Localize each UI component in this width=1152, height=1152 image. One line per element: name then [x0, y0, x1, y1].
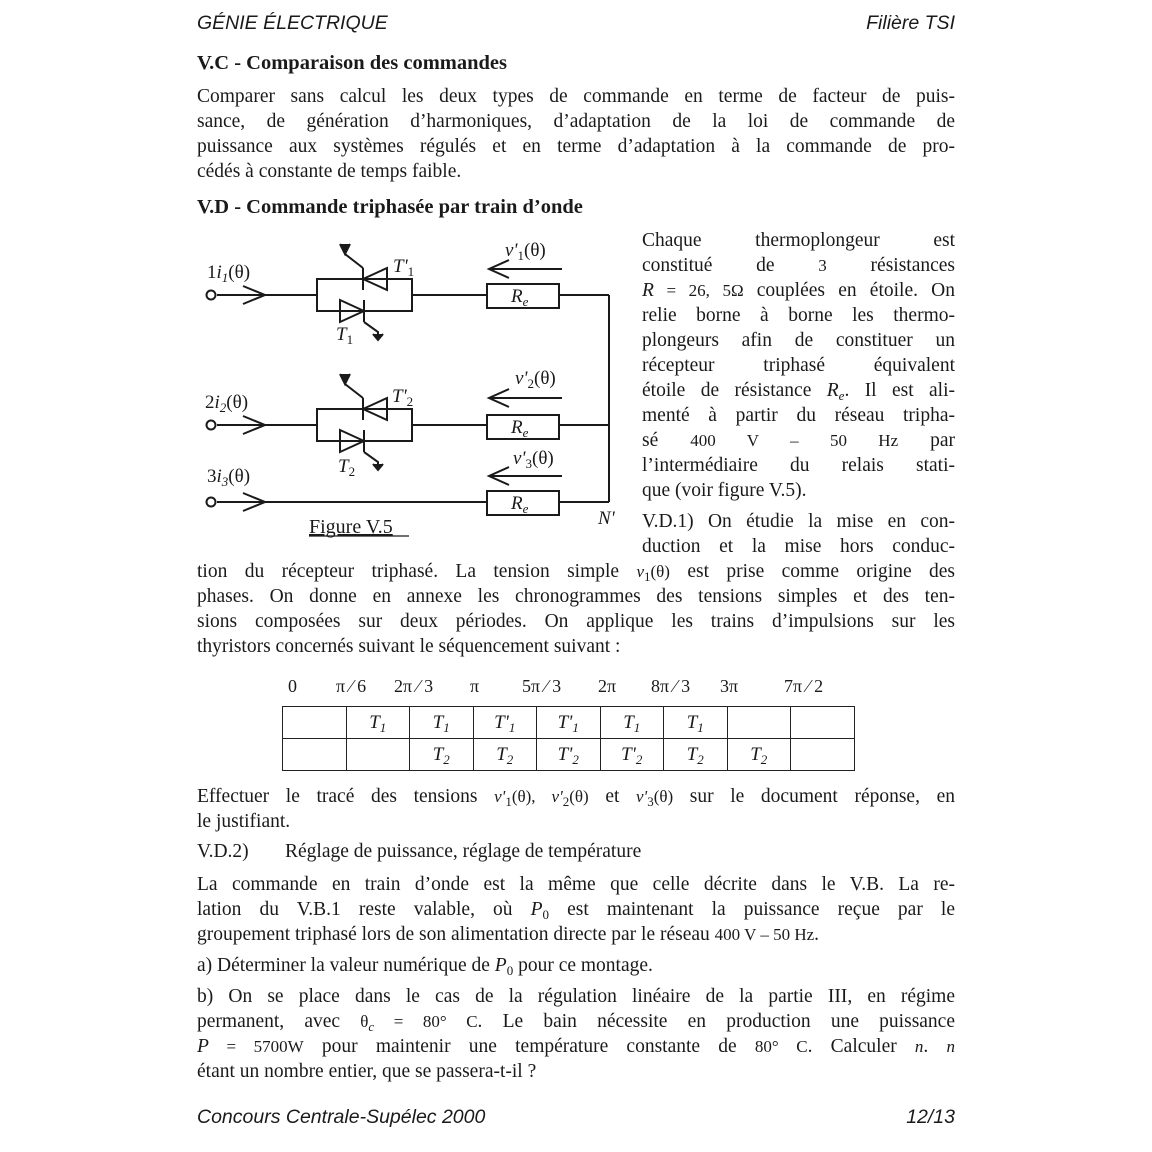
table-row	[283, 739, 855, 771]
table-row	[283, 707, 855, 739]
text-line: plongeurs afin de constituer un	[642, 330, 955, 351]
label-re-3: $R_e$	[511, 493, 529, 516]
label-v2: $v'_2(\theta)$	[515, 368, 556, 391]
text-line: duction et la mise hors conduc-	[642, 536, 955, 557]
label-re-1: $R_e$	[511, 286, 529, 309]
page-header	[197, 12, 955, 35]
current-arrow-2	[217, 416, 265, 434]
angle-label: 2π ⁄ 3	[394, 676, 434, 696]
section-vd2-title	[197, 841, 642, 863]
angle-label: 0	[288, 676, 297, 696]
angle-label: 3π	[720, 676, 739, 696]
text-line: La commande en train d’onde est la même que celle décrite dans le V.B. La re-	[197, 874, 955, 895]
text-line: sions composées sur deux périodes. On applique les trains d’impulsions sur les	[197, 611, 955, 632]
table-cell: $T_2$	[727, 739, 791, 771]
voltage-arrow-1	[489, 260, 562, 278]
current-arrow-3	[217, 493, 265, 511]
text-line: que (voir figure V.5).	[642, 480, 807, 501]
section-vd-paragraph	[197, 559, 955, 659]
table-cell	[791, 739, 855, 771]
text-line: Comparer sans calcul les deux types de commande en terme de facteur de puis-	[197, 86, 955, 107]
label-t1-prime: $T'_1$	[393, 256, 415, 279]
table-cell: $T_1$	[600, 707, 664, 739]
text-line: relie borne à borne les thermo-	[642, 305, 955, 326]
section-vc-title: V.C - Comparaison des commandes	[197, 52, 507, 74]
terminal-1	[207, 291, 216, 300]
text-line: permanent, avec $\theta_c = 80^\circ$ C. Le bain nécessite en production une puissance	[197, 1011, 955, 1034]
label-v3: $v'_3(\theta)$	[513, 448, 554, 471]
sequence-angle-labels	[0, 676, 1152, 700]
text-line: menté à partir du réseau tripha-	[642, 405, 955, 426]
text-line: constitué de 3 résistances	[642, 255, 956, 276]
text-line: étant un nombre entier, que se passera-t-il ?	[197, 1061, 537, 1082]
section-title: Réglage de puissance, réglage de température	[285, 841, 642, 862]
text-line: Effectuer le tracé des tensions $v'_1(\theta)$, $v'_2(\theta)$ et $v'_3(\theta)$ sur le document réponse, en	[197, 786, 955, 809]
section-vd2-paragraph	[197, 872, 955, 947]
page-footer	[197, 1106, 955, 1129]
text-line: le justifiant.	[197, 811, 291, 832]
table-cell: $T_2$	[473, 739, 537, 771]
text-line: R = 26, 5Ω couplées en étoile. On	[642, 280, 955, 301]
table-cell: $T_1$	[346, 707, 410, 739]
angle-label: 7π ⁄ 2	[784, 676, 824, 696]
text-line: lation du V.B.1 reste valable, où $P_0$ est maintenant la puissance reçue par le	[197, 899, 955, 922]
table-cell: $T_2$	[664, 739, 728, 771]
table-cell: $T'_2$	[600, 739, 664, 771]
terminal-3	[207, 498, 216, 507]
section-vc-paragraph	[197, 84, 955, 184]
text-line: sance, de génération d’harmoniques, d’adaptation de la loi de commande de	[197, 111, 955, 132]
text-line: cédés à constante de temps faible.	[197, 161, 462, 182]
table-cell	[727, 707, 791, 739]
text-line: thyristors concernés suivant le séquencement suivant :	[197, 636, 621, 657]
figure-caption: Figure V.5	[309, 516, 393, 538]
question-b	[197, 984, 955, 1084]
label-re-2: $R_e$	[511, 417, 529, 440]
table-cell: $T'_1$	[537, 707, 601, 739]
terminal-2	[207, 421, 216, 430]
table-cell	[346, 739, 410, 771]
angle-label: 8π ⁄ 3	[651, 676, 691, 696]
trace-instruction	[197, 784, 955, 834]
table-cell	[791, 707, 855, 739]
text-line: Chaque thermoplongeur est	[642, 230, 955, 251]
text-line: phases. On donne en annexe les chronogrammes des tensions simples et des ten-	[197, 586, 955, 607]
header-subject: GÉNIE ÉLECTRIQUE	[197, 12, 388, 34]
section-vd-title: V.D - Commande triphasée par train d’onde	[197, 196, 583, 218]
angle-label: 2π	[598, 676, 617, 696]
label-neutral: N'	[598, 508, 615, 529]
label-i1: $1i_1(\theta)$	[207, 262, 251, 285]
text-line: l’intermédiaire du relais stati-	[642, 455, 955, 476]
question-a	[197, 953, 955, 978]
text-line: tion du récepteur triphasé. La tension simple $v_1(\theta)$ est prise comme origine des	[197, 561, 955, 584]
text-line: récepteur triphasé équivalent	[642, 355, 955, 376]
figure-v5-circuit	[197, 232, 637, 542]
text-line: a) Déterminer la valeur numérique de $P_0$ pour ce montage.	[197, 955, 653, 978]
header-track: Filière TSI	[866, 12, 955, 34]
text-line: étoile de résistance $R_e$. Il est ali-	[642, 380, 955, 403]
table-cell	[283, 739, 347, 771]
current-arrow-1	[217, 286, 265, 304]
text-line: V.D.1) On étudie la mise en con-	[642, 511, 955, 532]
table-cell	[283, 707, 347, 739]
angle-label: π ⁄ 6	[336, 676, 367, 696]
table-cell: $T_2$	[410, 739, 474, 771]
table-cell: $T'_1$	[473, 707, 537, 739]
angle-label: 5π ⁄ 3	[522, 676, 562, 696]
thyristor-sequence-table	[282, 706, 855, 771]
text-line: P = 5700W pour maintenir une température constante de 80° C. Calculer n. n	[197, 1036, 955, 1057]
table-cell: $T_1$	[410, 707, 474, 739]
footer-exam: Concours Centrale-Supélec 2000	[197, 1106, 486, 1128]
text-line: b) On se place dans le cas de la régulation linéaire de la partie III, en régime	[197, 986, 955, 1007]
section-vd-side-text	[642, 228, 955, 559]
label-t2: $T_2$	[338, 456, 356, 479]
page-number: 12/13	[906, 1106, 955, 1128]
label-t1: $T_1$	[336, 324, 354, 347]
label-i2: $2i_2(\theta)$	[205, 392, 249, 415]
section-number: V.D.2)	[197, 841, 249, 862]
label-i3: $3i_3(\theta)$	[207, 466, 251, 489]
text-line: puissance aux systèmes régulés et en terme d’adaptation à la commande de pro-	[197, 136, 955, 157]
angle-label: π	[470, 676, 480, 696]
text-line: sé 400 V – 50 Hz par	[642, 430, 956, 451]
text-line: groupement triphasé lors de son alimentation directe par le réseau 400 V – 50 Hz.	[197, 924, 820, 945]
label-t2-prime: $T'_2$	[392, 386, 414, 409]
voltage-arrow-2	[489, 389, 562, 407]
table-cell: $T_1$	[664, 707, 728, 739]
table-cell: $T'_2$	[537, 739, 601, 771]
label-v1: $v'_1(\theta)$	[505, 240, 546, 263]
